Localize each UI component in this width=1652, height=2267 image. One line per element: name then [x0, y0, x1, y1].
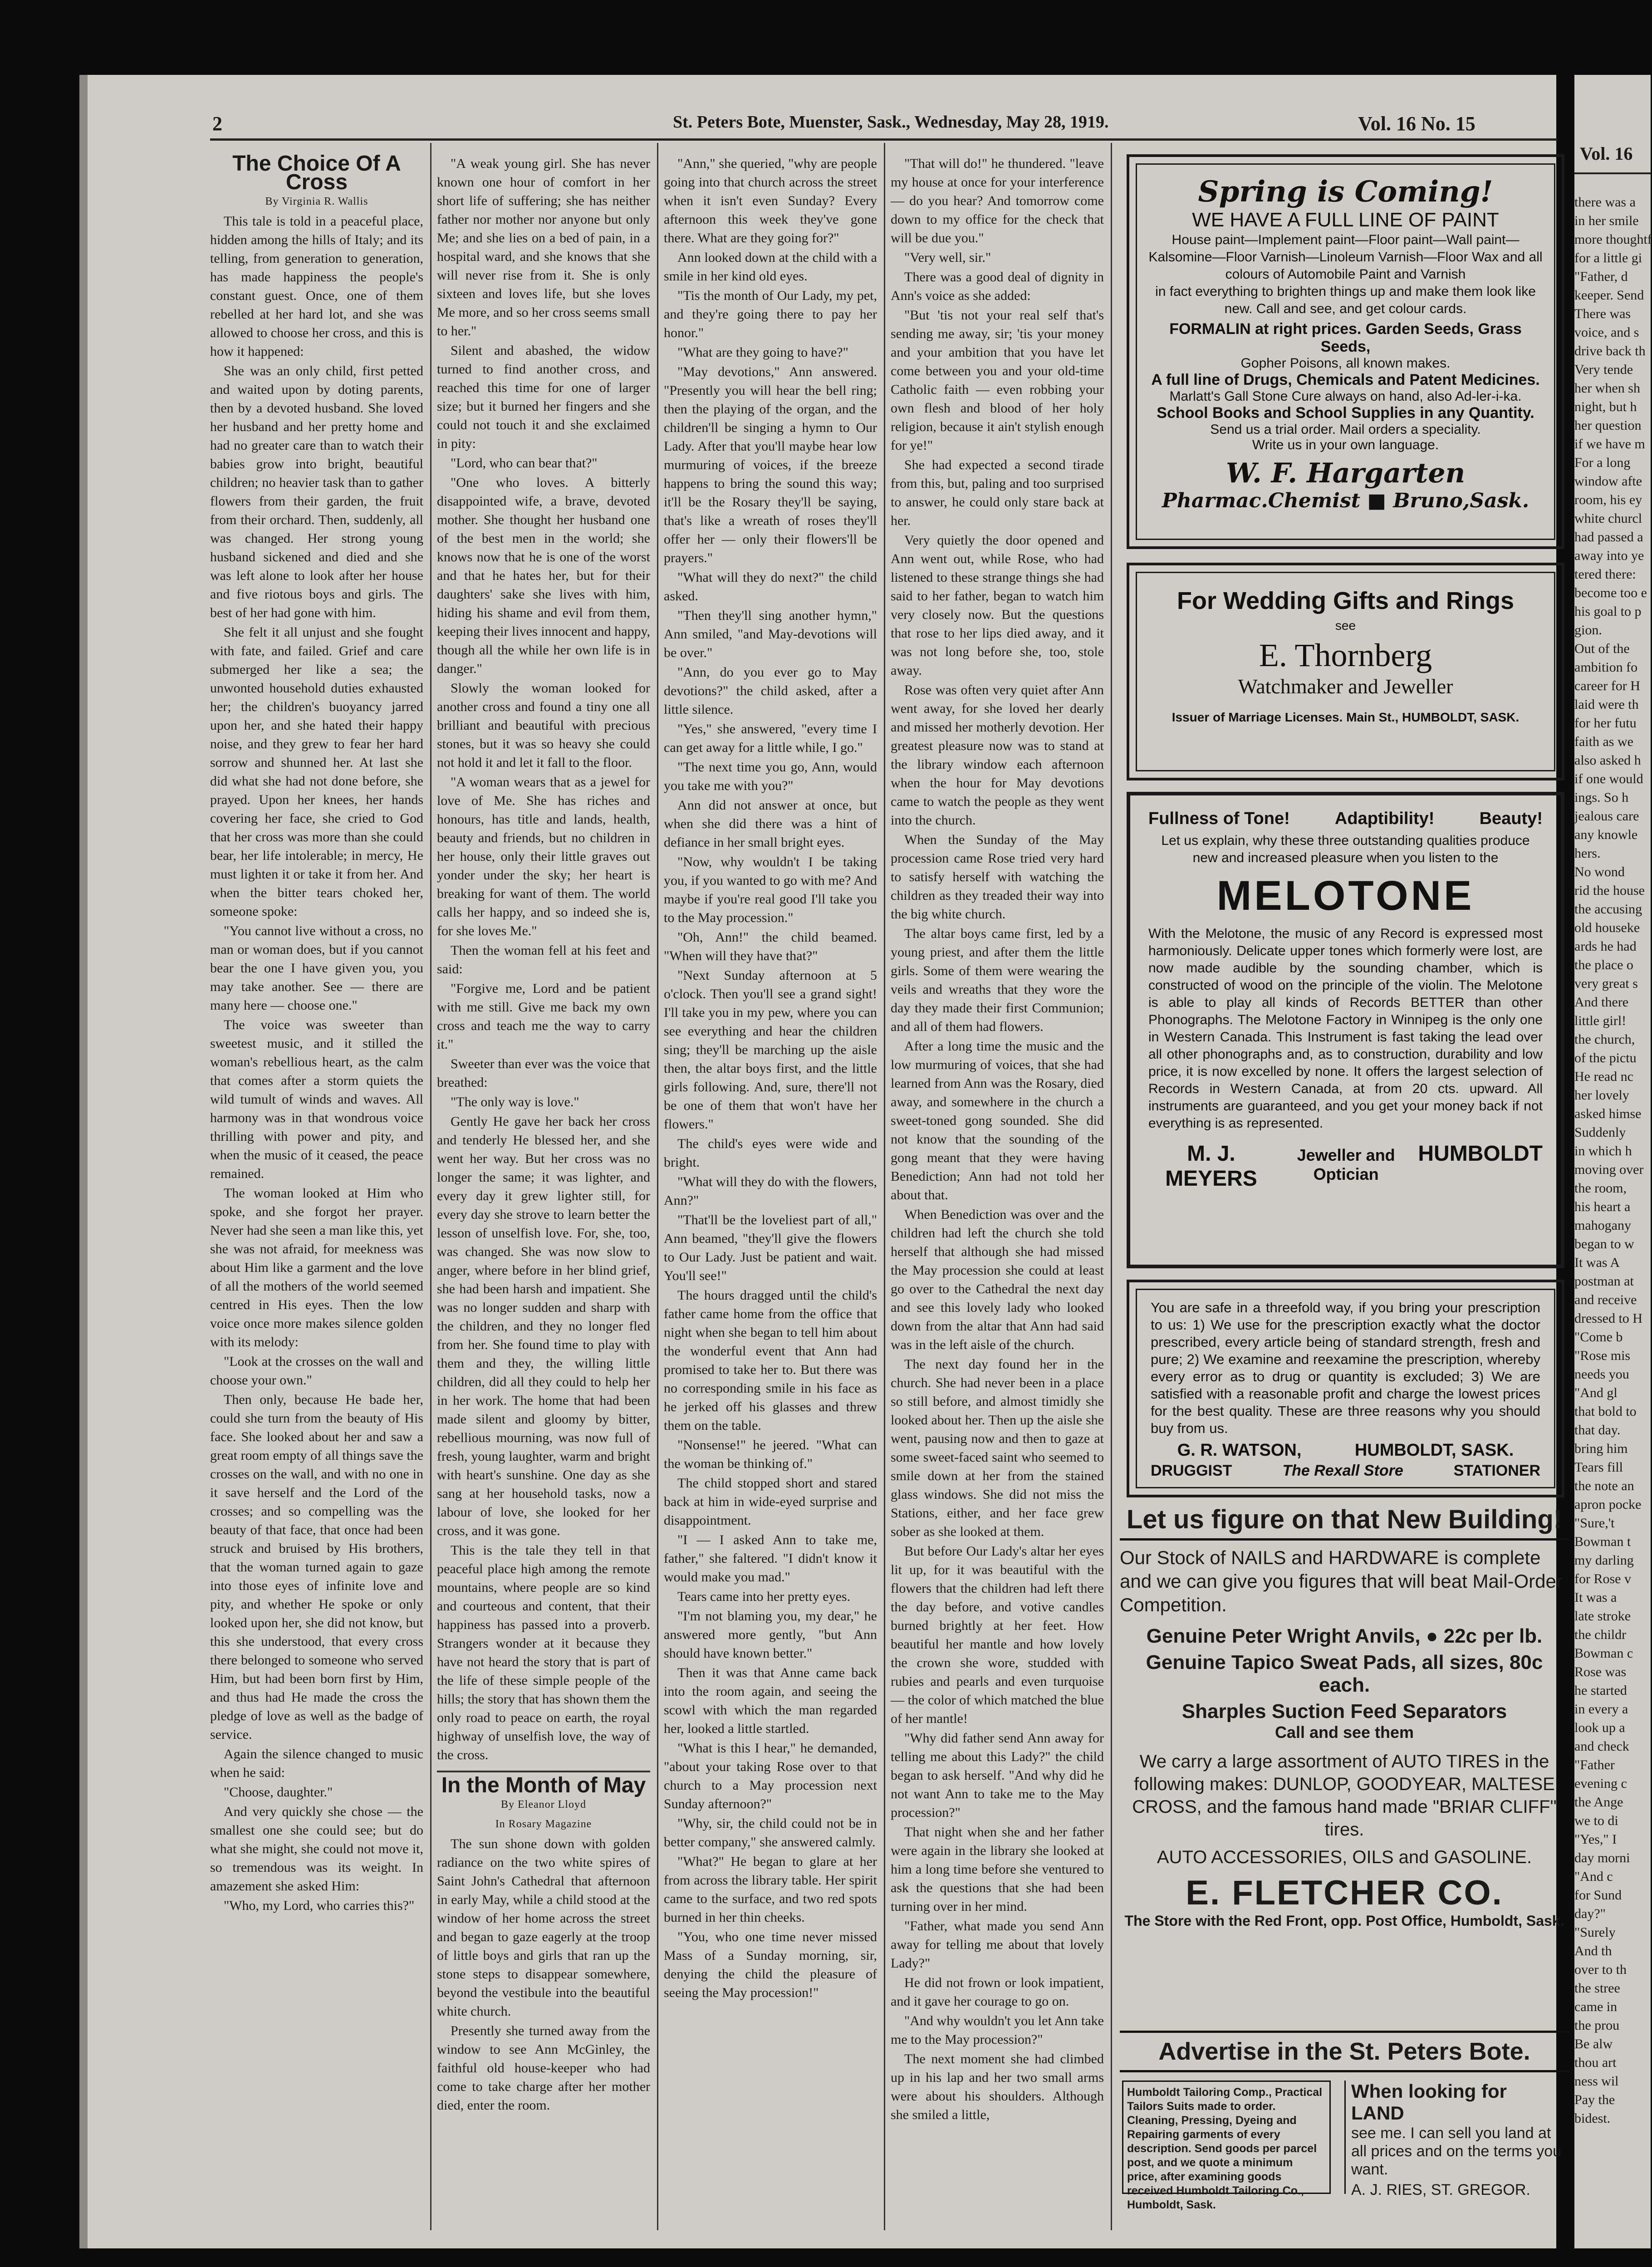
ad-text: Write us in your own language.	[1252, 437, 1439, 452]
paragraph: "Forgive me, Lord and be patient with me still. Give me back my own cross and teach me the way to carry it."	[437, 981, 650, 1052]
ad-text: With the Melotone, the music of any Record is expressed most harmoniously. Delicate upper tones which formerly were lost, are now made audible by the sounding chamber, which is constructed of wood on the principle of the violin. The Melotone is able to play all kinds of Records BETTER than other Phonographs. The Melotone Factory in Winnipeg is the only one in Western Canada. This Instrument is fast taking the lead over all other phonographs and, as to construction, durability and low price, it is now excelled by none. It offers the largest selection of Records in Western Canada, at from 20 cts. upward. All instruments are guaranteed, and you get your money back if not everything is as represented.	[1148, 926, 1543, 1131]
ad-text: House paint—Implement paint—Floor paint—Wall paint—Kalsomine—Floor Varnish—Linoleum Varnish—Floor Wax and all colours of Automobile Paint and Varnish	[1148, 232, 1543, 282]
next-page-line: jealous care	[1574, 809, 1639, 824]
next-page-line: the stree	[1574, 1981, 1620, 1996]
ad-headline: For Wedding Gifts and Rings	[1177, 587, 1514, 614]
story-byline: By Eleanor Lloyd	[501, 1799, 586, 1811]
next-page-line: drive back th	[1574, 343, 1646, 358]
next-page-line: rid the house	[1574, 883, 1645, 898]
next-page-line: over to th	[1574, 1962, 1627, 1977]
next-page-line: bring him	[1574, 1441, 1628, 1456]
next-page-line: day?"	[1574, 1906, 1606, 1921]
ad-tagline: Adaptibility!	[1334, 809, 1435, 828]
next-page-line: "Father	[1574, 1757, 1615, 1772]
newspaper-page	[79, 75, 1564, 2248]
next-page-line: gion.	[1574, 623, 1602, 638]
next-page-line: the room,	[1574, 1181, 1627, 1196]
next-page-line: Suddenly	[1574, 1125, 1626, 1140]
ad-name: MELOTONE	[1216, 873, 1475, 919]
paragraph: "But 'tis not your real self that's sending me away, sir; 'tis your money and your ambition that you have let come between you and your old-time Catholic faith — even robbing your own flesh and blood of her holy religion, because it ain't stylish enough for ye!"	[891, 308, 1104, 453]
paragraph: "Nonsense!" he jeered. "What can the woman be thinking of."	[664, 1438, 877, 1471]
column-1	[210, 154, 423, 2242]
paragraph: He did not frown or look impatient, and it gave her courage to go on.	[891, 1975, 1104, 2009]
next-page-line: his heart a	[1574, 1199, 1631, 1214]
next-page-line: "Surely	[1574, 1925, 1616, 1940]
ad-tagline: Beauty!	[1479, 809, 1543, 828]
paragraph: "The only way is love."	[451, 1094, 579, 1109]
paragraph: The next day found her in the church. She had never been in a place so still before, and almost timidly she looked about her. Then up the aisle she went, pausing now and then to gaze at some sweet-faced saint who seemed to smile down at her from the stained glass windows. She did not miss the Stations, either, and her face grew sober as she looked at them.	[891, 1357, 1104, 1539]
next-page-line: "Come b	[1574, 1330, 1623, 1344]
next-page-line: evening c	[1574, 1776, 1627, 1791]
story-title: The Choice Of A Cross	[232, 152, 401, 194]
paragraph: Then only, because He bade her, could she turn from the beauty of His face. She looked about her and saw a great room empty of all things save the crosses on the wall, and with no one in it save herself and the Lord of the crosses; and so compelling was the beauty of that face, that once had been struck and bruised by His brothers, that the woman turned again to gaze into those eyes of infinite love and pity, and whether He spoke or only looked upon her, she did not know, but this she understood, that every cross there belonged to someone who served Him, but had been born first by Him, and thus had He made the cross the pledge of love as well as the badge of service.	[210, 1392, 423, 1742]
next-page-line: day morni	[1574, 1850, 1630, 1865]
column-rule	[657, 143, 658, 2230]
paragraph: Ann did not answer at once, but when she did there was a hint of defiance in her small bright eyes.	[664, 798, 877, 850]
next-page-line: tered there:	[1574, 567, 1636, 582]
paragraph: Rose was often very quiet after Ann went away, for she loved her dearly and missed her motherly devotion. Her greatest pleasure now was to stand at the library window each afternoon when the hour for May devotions came to watch the people as they went into the church.	[891, 682, 1104, 828]
column-rule	[430, 143, 431, 2230]
next-page-line: of the pictu	[1574, 1050, 1637, 1065]
next-page-line: look up a	[1574, 1720, 1625, 1735]
ad-footer: Issuer of Marriage Licenses. Main St., HUMBOLDT, SASK.	[1172, 710, 1520, 724]
next-page-line: and receive	[1574, 1292, 1637, 1307]
story-divider	[437, 1771, 650, 1772]
next-page-line: "Yes," I	[1574, 1832, 1617, 1847]
next-page-line: ings. So h	[1574, 790, 1629, 805]
next-page-line: thou art	[1574, 2055, 1617, 2070]
paragraph: The voice was sweeter than sweetest music, and it stilled the woman's rebellious heart, as the calm that comes after a storm quiets the wild tumult of winds and waves. All harmony was in that wondrous voice thrilling with power and pity, and when the music of it ceased, the peace remained.	[210, 1017, 423, 1181]
next-page-line: any knowle	[1574, 827, 1638, 842]
next-page-line: my darling	[1574, 1553, 1634, 1568]
next-page-line: away into ye	[1574, 548, 1644, 563]
paragraph: But before Our Lady's altar her eyes lit up, for it was beautiful with the flowers that the children had left there the day before, and votive candles burned brightly at her feet. How beautiful her mantle and how lovely the crown she wore, studded with rubies and pearls and even turquoise — the color of which matched the blue of her mantle!	[891, 1544, 1104, 1726]
ad-text: STATIONER	[1453, 1462, 1540, 1479]
paragraph: "That'll be the loveliest part of all," Ann beamed, "they'll give the flowers to Our Lady. Just be patient and wait. You'll see!"	[664, 1212, 877, 1283]
paragraph: Then the woman fell at his feet and said:	[437, 943, 650, 976]
next-page-line: Rose was	[1574, 1664, 1627, 1679]
ad-text: see	[1335, 618, 1356, 633]
next-page-line: the note an	[1574, 1478, 1634, 1493]
paragraph: "Who, my Lord, who carries this?"	[224, 1898, 415, 1913]
column-rule	[1111, 143, 1112, 2230]
paragraph: "You, who one time never missed Mass of a Sunday morning, sir, denying the child the pleasure of seeing the May procession!"	[664, 1929, 877, 2000]
ad-ries	[1344, 2081, 1564, 2198]
ad-text: Our Stock of NAILS and HARDWARE is complete and we can give you figures that will beat Mail-Order Competition.	[1120, 1547, 1563, 1615]
next-page-column	[1574, 193, 1651, 2128]
next-page-line: his goal to p	[1574, 604, 1642, 619]
next-page-line: faith as we	[1574, 734, 1633, 749]
story-title: In the Month of May	[441, 1773, 646, 1797]
ad-text: Gopher Poisons, all known makes.	[1240, 356, 1451, 371]
next-page-line: in which h	[1574, 1143, 1632, 1158]
ad-name: G. R. WATSON,	[1177, 1441, 1302, 1460]
ad-text: DRUGGIST	[1151, 1462, 1232, 1479]
paragraph: "What?" He began to glare at her from across the library table. Her spirit came to the surface, and two red spots burned in her thin cheeks.	[664, 1854, 877, 1925]
next-page-line: also asked h	[1574, 753, 1641, 768]
next-page-line: white churcl	[1574, 511, 1642, 526]
next-page-line: very great s	[1574, 976, 1638, 991]
paragraph: "Then they'll sing another hymn," Ann smiled, "and May-devotions will be over."	[664, 608, 877, 660]
next-page-line: night, but h	[1574, 399, 1637, 414]
paragraph: Silent and abashed, the widow turned to find another cross, and reached this time for one of larger size; but it burned her fingers and she could not touch it and she exclaimed in pity:	[437, 343, 650, 451]
paragraph: "Why, sir, the child could not be in better company," she answered calmly.	[664, 1816, 877, 1850]
next-page-line: the church,	[1574, 1032, 1635, 1047]
ad-tagline: Fullness of Tone!	[1148, 809, 1290, 828]
ad-text: Marlatt's Gall Stone Cure always on hand, also Ad-ler-i-ka.	[1169, 389, 1522, 404]
paragraph: "Lord, who can bear that?"	[451, 456, 598, 471]
paragraph: "Look at the crosses on the wall and choose your own."	[210, 1354, 423, 1388]
ad-text: FORMALIN at right prices. Garden Seeds, Grass Seeds,	[1169, 320, 1522, 355]
ad-name: E. Thornberg	[1259, 637, 1432, 673]
next-page-line: There was	[1574, 306, 1631, 321]
paragraph: The hours dragged until the child's father came home from the office that night when she began to tell him about the wonderful event that Ann had promised to take her to. But there was no corresponding smile in his face as he jerked off his glasses and threw them on the table.	[664, 1288, 877, 1433]
paragraph: "Oh, Ann!" the child beamed. "When will they have that?"	[664, 930, 877, 963]
rexall-logo: The Rexall Store	[1282, 1462, 1403, 1479]
paragraph: "Ann," she queried, "why are people going into that church across the street when it isn't even Sunday? Every afternoon this week they've gone there. What are they going for?"	[664, 156, 877, 245]
paragraph: The next moment she had climbed up in his lap and her two small arms were about his shoulders. Although she smiled a little,	[891, 2051, 1104, 2122]
story-source: In Rosary Magazine	[495, 1818, 592, 1830]
next-page-line: needs you	[1574, 1367, 1629, 1382]
paragraph: "Tis the month of Our Lady, my pet, and they're going there to pay her honor."	[664, 288, 877, 340]
paragraph: "What is this I hear," he demanded, "about your taking Rose over to that church to a May procession next Sunday afternoon?"	[664, 1741, 877, 1811]
paragraph: The child stopped short and stared back at him in wide-eyed surprise and disappointment.	[664, 1476, 877, 1528]
next-page-line: that day.	[1574, 1423, 1621, 1438]
next-page-line: Out of the	[1574, 641, 1630, 656]
column-rule	[884, 143, 885, 2230]
ad-subhead: WE HAVE A FULL LINE OF PAINT	[1192, 209, 1499, 231]
next-volume-number: Vol. 16	[1580, 143, 1633, 164]
ad-item: Genuine Tapico Sweat Pads, all sizes, 80c each.	[1146, 1651, 1543, 1696]
paragraph: The sun shone down with golden radiance on the two white spires of Saint John's Cathedral that afternoon in early May, while a child stood at the window of her home across the street and began to gaze eagerly at the troop of little boys and girls that ran up the stone steps to disappear somewhere, beyond the vestibule into the beautiful white church.	[437, 1836, 650, 2019]
next-page-line: more thoughtf	[1574, 232, 1652, 247]
paragraph: The woman looked at Him who spoke, and she forgot her prayer. Never had she seen a man like this, yet she was not afraid, for meekness was about Him like a garment and the love of all the mothers of the world seemed centred in His eyes. Then the low voice once more makes silence golden with its melody:	[210, 1186, 423, 1349]
ad-text: see me. I can sell you land at all prices and on the terms you want.	[1351, 2125, 1562, 2178]
paragraph: "A woman wears that as a jewel for love of Me. She has riches and honours, has title and lands, health, beauty and friends, but no children in her house, only their little graves out yonder under the sky; her heart is breaking for want of them. The world calls her happy, and so indeed she is, for she loves Me."	[437, 775, 650, 938]
next-page-line: Bowman c	[1574, 1646, 1633, 1661]
paragraph: That night when she and her father were again in the library she looked at him a long time before she ventured to ask the questions that she had been turning over in her mind.	[891, 1825, 1104, 1914]
next-page-line: It was a	[1574, 1590, 1617, 1605]
paragraph: "What will they do with the flowers, Ann?"	[664, 1174, 877, 1208]
next-page-line: for Rose v	[1574, 1571, 1631, 1586]
ad-text: School Books and School Supplies in any Quantity.	[1157, 404, 1534, 422]
ad-text: in fact everything to brighten things up and make them look like new. Call and see, and get colour cards.	[1155, 284, 1536, 316]
next-page-line: Tears fill	[1574, 1460, 1623, 1475]
masthead: St. Peters Bote, Muenster, Sask., Wednesday, May 28, 1919.	[673, 113, 1109, 132]
next-page-line: "Sure,'t	[1574, 1516, 1615, 1531]
next-page-line: "Rose mis	[1574, 1348, 1631, 1363]
paragraph: Very quietly the door opened and Ann went out, while Rose, who had listened to these strange things she had said to her father, began to watch him very closely now. But the questions that rose to her lips died away, and it was not long before she, too, stole away.	[891, 533, 1104, 678]
next-page-line: career for H	[1574, 678, 1640, 693]
next-page-line: we to di	[1574, 1813, 1618, 1828]
ad-hargarten	[1127, 154, 1564, 549]
next-page-line: bidest.	[1574, 2111, 1611, 2126]
ad-fletcher	[1120, 1504, 1569, 2031]
next-page-line: if we have m	[1574, 437, 1645, 451]
paragraph: "That will do!" he thundered. "leave my house at once for your interference — do you hear? And tomorrow come down to my office for the check that will be due you."	[891, 156, 1104, 245]
next-page-line: the childr	[1574, 1627, 1627, 1642]
ad-text: A full line of Drugs, Chemicals and Patent Medicines.	[1151, 371, 1540, 388]
next-page-line: voice, and s	[1574, 325, 1639, 340]
paragraph: Ann looked down at the child with a smile in her kind old eyes.	[664, 250, 877, 284]
paragraph: When Benediction was over and the children had left the church she told herself that although she had missed the May procession she could at least go over to the Cathedral the next day and see this lovely lady who looked down from the altar that Ann had said was in the left aisle of the church.	[891, 1207, 1104, 1352]
paragraph: "The next time you go, Ann, would you take me with you?"	[664, 760, 877, 793]
ad-seller: M. J. MEYERS	[1165, 1142, 1257, 1191]
paragraph: "What are they going to have?"	[677, 345, 848, 360]
paragraph: "A weak young girl. She has never known one hour of comfort in her short life of suffering; she has neither father nor mother nor anyone but only Me; and she lies on a bed of pain, in a hospital ward, and she knows that she will never rise from it. She is only sixteen and loves life, but she loves Me more, and so her cross seems small to her."	[437, 156, 650, 339]
next-page-line: ards he had	[1574, 939, 1637, 954]
ad-town: HUMBOLDT, SASK.	[1354, 1441, 1514, 1460]
paragraph: "And why wouldn't you let Ann take me to the May procession?"	[891, 2013, 1104, 2047]
next-page-line: mahogany	[1574, 1218, 1631, 1233]
ad-footer: The Store with the Red Front, opp. Post Office, Humboldt, Sask.	[1124, 1913, 1564, 1929]
next-page-line: for a little gi	[1574, 250, 1642, 265]
ad-text: You are safe in a threefold way, if you bring your prescription to us: 1) We use for the prescription exactly what the doctor prescribed, every article being of standard strength, fresh and pure; 2) We examine and reexamine the prescription, whereby every error as to drug or quantity is excluded; 3) We are satisfied with a reasonable profit and charge the lowest prices for the best quality. These are three reasons why you should buy from us.	[1151, 1300, 1540, 1436]
next-page-line: keeper. Send	[1574, 288, 1644, 303]
next-page-line: began to w	[1574, 1237, 1634, 1251]
ad-item: Sharples Suction Feed Separators	[1181, 1700, 1507, 1722]
next-page-edge	[1574, 75, 1651, 2248]
ad-text: Let us explain, why these three outstanding qualities produce new and increased pleasure when you listen to the	[1161, 833, 1530, 865]
ad-item: Call and see them	[1275, 1723, 1414, 1742]
paragraph: After a long time the music and the low murmuring of voices, that she had learned from Ann was the Rosary, died away, and somewhere in the church a sweet-toned gong sounded. She did not know that the sounding of the gong meant that they were having Benediction; Ann had not told her about that.	[891, 1039, 1104, 1202]
next-page-line: For a long	[1574, 455, 1631, 470]
next-page-line: No wond	[1574, 864, 1625, 879]
ad-name: A. J. RIES, ST. GREGOR.	[1351, 2181, 1530, 2198]
ad-text: We carry a large assortment of AUTO TIRES in the following makes: DUNLOP, GOODYEAR, MALTESE CROSS, and the famous hand made "BRIAR CLIFF" tires.	[1132, 1752, 1557, 1840]
next-page-line: Pay the	[1574, 2092, 1615, 2107]
ad-headline: Spring is Coming!	[1198, 175, 1493, 209]
paragraph: She had expected a second tirade from this, but, paling and too surprised to answer, he could only stare back at her.	[891, 457, 1104, 528]
paragraph: This tale is told in a peaceful place, hidden among the hills of Italy; and its telling, from generation to generation, has made happiness the people's constant guest. Once, one of them rebelled at her hard lot, and she was allowed to choose her cross, and this is how it happened:	[210, 214, 423, 359]
next-page-line: the Ange	[1574, 1795, 1623, 1810]
ad-name: W. F. Hargarten	[1226, 457, 1466, 489]
next-page-line: the accusing	[1574, 902, 1642, 917]
paragraph: Then it was that Anne came back into the room again, and seeing the scowl with which the man regarded her, looked a little startled.	[664, 1665, 877, 1736]
next-page-line: "And c	[1574, 1869, 1613, 1884]
volume-number: Vol. 16 No. 15	[1358, 113, 1476, 135]
next-page-line: the place o	[1574, 957, 1633, 972]
next-page-line: old houseke	[1574, 920, 1640, 935]
next-page-line: Be alw	[1574, 2036, 1613, 2051]
next-page-line: postman at	[1574, 1274, 1634, 1289]
ad-thornberg	[1127, 563, 1564, 780]
paragraph: "Very well, sir."	[904, 250, 991, 265]
next-page-line: late stroke	[1574, 1609, 1631, 1624]
ad-item: Genuine Peter Wright Anvils, ● 22c per lb.	[1146, 1625, 1543, 1647]
ad-name: E. FLETCHER CO.	[1186, 1874, 1503, 1912]
column-3	[664, 154, 877, 2242]
paragraph: Slowly the woman looked for another cross and found a tiny one all brilliant and beautiful with precious stones, but it was so heavy she could not hold it and let it fall to the floor.	[437, 681, 650, 770]
story-byline: By Virginia R. Wallis	[265, 196, 368, 207]
next-page-line: become too e	[1574, 585, 1647, 600]
paragraph: "What will they do next?" the child asked.	[664, 570, 877, 604]
next-page-line: ness wil	[1574, 2074, 1619, 2089]
next-header-rule	[1574, 172, 1651, 174]
next-page-line: he started	[1574, 1683, 1627, 1698]
paragraph: "Ann, do you ever go to May devotions?" the child asked, after a little silence.	[664, 665, 877, 717]
ad-title: Watchmaker and Jeweller	[1238, 675, 1453, 698]
paragraph: The altar boys came first, led by a young priest, and after them the little girls. Some of them were wearing the veils and wreaths that they wore the day they made their first Communion; and all of them had flowers.	[891, 926, 1104, 1034]
next-page-line: had passed a	[1574, 530, 1643, 545]
next-page-line: It was A	[1574, 1255, 1620, 1270]
next-page-line: came in	[1574, 1999, 1618, 2014]
next-page-line: that bold to	[1574, 1404, 1637, 1419]
ad-title: Pharmac.Chemist ■ Bruno,Sask.	[1162, 489, 1529, 512]
next-page-line: for Sund	[1574, 1888, 1622, 1903]
paragraph: She felt it all unjust and she fought with fate, and failed. Grief and care submerged her like a sea; the unwonted household duties exhausted her; the children's buoyancy jarred upon her, and she hated their happy noise, and they grew to fear her hard sorrow and shunned her. At last she did what she had not done before, she prayed. Upon her knees, her hands covering her face, she cried to God that her cross was more than she could bear, her life intolerable; in mercy, He must lighten it or take it from her. And when the bitter tears choked her, someone spoke:	[210, 625, 423, 919]
paragraph: Sweeter than ever was the voice that breathed:	[437, 1056, 650, 1090]
paragraph: "You cannot live without a cross, no man or woman does, but if you cannot bear the one I have given you, you may take another. See — there are many here — choose one."	[210, 923, 423, 1013]
next-page-line: room, his ey	[1574, 492, 1642, 507]
paragraph: The child's eyes were wide and bright.	[664, 1136, 877, 1170]
next-page-line: her question	[1574, 418, 1642, 433]
next-page-line: And th	[1574, 1943, 1612, 1958]
next-page-line: and check	[1574, 1739, 1629, 1754]
ad-seller-title: Jeweller and Optician	[1297, 1146, 1395, 1183]
next-page-line: in her smile	[1574, 213, 1639, 228]
advertise-banner: Advertise in the St. Peters Bote.	[1120, 2031, 1569, 2072]
next-page-line: Very tende	[1574, 362, 1633, 377]
next-page-line: apron pocke	[1574, 1497, 1642, 1512]
column-2	[437, 154, 650, 2242]
next-page-line: for her futu	[1574, 716, 1637, 731]
next-page-line: He read nc	[1574, 1069, 1633, 1084]
next-page-line: window afte	[1574, 474, 1642, 489]
ad-watson	[1127, 1280, 1564, 1497]
next-page-line: laid were th	[1574, 697, 1639, 712]
next-page-line: her lovely	[1574, 1088, 1629, 1103]
paragraph: "I — I asked Ann to take me, father," she faltered. "I didn't know it would make you mad."	[664, 1532, 877, 1585]
next-page-line: in every a	[1574, 1702, 1628, 1717]
next-page-line: dressed to H	[1574, 1311, 1642, 1326]
paragraph: Presently she turned away from the window to see Ann McGinley, the faithful old house-keeper who had come to take charge after her mother died, enter the room.	[437, 2023, 650, 2113]
paragraph: "Why did father send Ann away for telling me about this Lady?" the child began to ask herself. "And why did he not want Ann to take me to the May procession?"	[891, 1731, 1104, 1820]
paragraph: "One who loves. A bitterly disappointed wife, a brave, devoted mother. She thought her husband one of the best men in the world; she knows now that he is one of the worst and that he hates her, but for their daughters' sake she lives with him, hiding his shame and evil from them, keeping their lives innocent and happy, though all the while her own life is in danger."	[437, 475, 650, 676]
next-page-line: "And gl	[1574, 1385, 1618, 1400]
ad-headline: Let us figure on that New Building!	[1120, 1504, 1569, 1541]
ad-headline: When looking for LAND	[1351, 2081, 1507, 2124]
paragraph: "I'm not blaming you, my dear," he answered more gently, "but Ann should have known better."	[664, 1609, 877, 1661]
paragraph: When the Sunday of the May procession came Rose tried very hard to satisfy herself with watching the children as they treaded their way into the big white church.	[891, 832, 1104, 922]
ad-tailoring: Humboldt Tailoring Comp., Practical Tailors Suits made to order. Cleaning, Pressing, Dyeing and Repairing garments of every description. Send goods per parcel post, and we quote a minimum price, after examining goods received Humboldt Tailoring Co., Humboldt, Sask.	[1122, 2081, 1331, 2194]
header-rule	[210, 138, 1558, 141]
paragraph: She was an only child, first petted and waited upon by doting parents, then by a devoted husband. She loved her husband and her pretty home and had no greater care than to watch their babies grow into bright, beautiful children; no heavier task than to gather flowers from their garden, the fruit from their orchard. Then, suddenly, all was changed. Her strong young husband sickened and died and she was left alone to look after her house and five riotous boys and girls. The best of her had gone with him.	[210, 363, 423, 620]
next-page-line: hers.	[1574, 846, 1601, 861]
paragraph: There was a good deal of dignity in Ann's voice as she added:	[891, 270, 1104, 303]
paragraph: Again the silence changed to music when he said:	[210, 1747, 423, 1780]
paragraph: Tears came into her pretty eyes.	[677, 1589, 851, 1604]
next-page-line: ambition fo	[1574, 660, 1638, 675]
paragraph: "Father, what made you send Ann away for telling me about that lovely Lady?"	[891, 1919, 1104, 1971]
next-page-line: little girl!	[1574, 1013, 1627, 1028]
paragraph: And very quickly she chose — the smallest one she could see; but do what she might, she could not move it, so tremendous was its weight. In amazement she asked Him:	[210, 1804, 423, 1894]
paragraph: "Now, why wouldn't I be taking you, if you wanted to go with me? And maybe if you're real good I'll take you to the May procession."	[664, 854, 877, 925]
ad-town: HUMBOLDT	[1418, 1142, 1543, 1166]
ad-text: AUTO ACCESSORIES, OILS and GASOLINE.	[1157, 1847, 1532, 1867]
next-page-line: if one would	[1574, 771, 1643, 786]
paragraph: "Next Sunday afternoon at 5 o'clock. Then you'll see a grand sight! I'll take you in my pew, where you can see everything and hear the children sing; they'll be marching up the aisle then, the altar boys first, and the little girls following. And, sure, there'll not be one of them that won't have her flowers."	[664, 968, 877, 1132]
next-page-line: Bowman t	[1574, 1534, 1631, 1549]
page-number: 2	[212, 113, 222, 135]
paragraph: "Choose, daughter."	[224, 1785, 333, 1800]
column-4	[891, 154, 1104, 2242]
ad-melotone	[1127, 792, 1564, 1268]
paragraph: This is the tale they tell in that peaceful place high among the remote mountains, where people are so kind and courteous and content, that their happiness has passed into a proverb. Strangers wonder at it because they have not heard the story that is part of the life of these simple people of the hills; the story that has shown them the only road to peace on earth, the royal highway of unselfish love, the way of the cross.	[437, 1543, 650, 1762]
next-page-line: moving over	[1574, 1162, 1644, 1177]
ad-text: Send us a trial order. Mail orders a speciality.	[1210, 422, 1481, 437]
next-page-line: there was a	[1574, 195, 1636, 210]
next-page-line: And there	[1574, 995, 1629, 1010]
next-page-line: the prou	[1574, 2018, 1620, 2033]
paragraph: "Yes," she answered, "every time I can get away for a little while, I go."	[664, 721, 877, 755]
next-page-line: her when sh	[1574, 381, 1640, 396]
paragraph: Gently He gave her back her cross and tenderly He blessed her, and she went her way. But her cross was no longer the same; it was lighter, and every day it grew lighter still, for every day she strove to learn better the lesson of unselfish love. For, she, too, was changed. She was now slow to anger, where before in her blind grief, she had been harsh and impatient. She was no longer sudden and sharp with the children, and they no longer fled from her. She found time to play with them and they, the willing little children, did all they could to help her in her work. The home that had been made silent and gloomy by bitter, rebellious mourning, was now full of fresh, young laughter, warm and bright with heart's sunshine. One day as she sang at her household tasks, now a labour of love, she looked for her cross, and it was gone.	[437, 1114, 650, 1538]
next-page-line: "Father, d	[1574, 269, 1628, 284]
next-page-line: asked himse	[1574, 1106, 1642, 1121]
paragraph: "May devotions," Ann answered. "Presently you will hear the bell ring; then the playing of the organ, and the children'll be singing a hymn to Our Lady. After that you'll maybe hear low murmuring of voices, if the breeze happens to bring the sound this way; it'll be the Rosary they'll be saying, that's like a wreath of roses they'll offer her — only their flowers'll be prayers."	[664, 364, 877, 565]
